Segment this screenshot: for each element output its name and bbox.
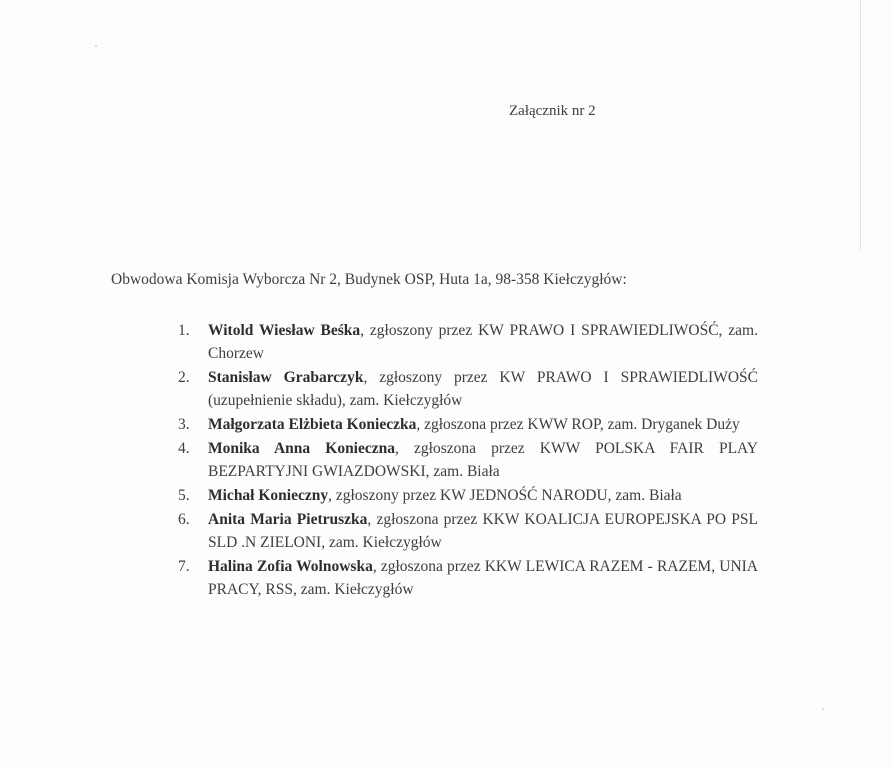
item-number: 5. <box>178 487 190 504</box>
item-text <box>208 555 758 601</box>
item-number: 6. <box>178 511 190 528</box>
member-name: Witold Wiesław Beśka <box>208 322 361 339</box>
member-name: Anita Maria Pietruszka <box>208 511 368 528</box>
member-details: , zgłoszona przez KKW KOALICJA EUROPEJSKA PO PSL SLD .N ZIELONI, zam. Kiełczygłów <box>208 511 758 551</box>
item-number: 2. <box>178 369 190 386</box>
list-item <box>178 555 758 601</box>
list-item <box>178 366 758 412</box>
member-details: , zgłoszony przez KW PRAWO I SPRAWIEDLIWOŚĆ, zam. Chorzew <box>208 322 758 362</box>
scan-speck <box>822 708 824 710</box>
member-name: Monika Anna Konieczna <box>208 440 396 457</box>
members-list <box>178 319 758 602</box>
item-text <box>208 484 758 507</box>
member-name: Michał Konieczny <box>208 487 329 504</box>
scan-speck <box>95 45 97 47</box>
member-name: Małgorzata Elżbieta Konieczka <box>208 416 417 433</box>
commission-header: Obwodowa Komisja Wyborcza Nr 2, Budynek OSP, Huta 1a, 98-358 Kiełczygłów: <box>111 271 627 288</box>
list-item <box>178 484 758 507</box>
member-details: , zgłoszona przez KWW ROP, zam. Dryganek Duży <box>416 416 740 433</box>
item-text <box>208 508 758 554</box>
item-number: 1. <box>178 322 190 339</box>
item-number: 3. <box>178 416 190 433</box>
member-details: , zgłoszony przez KW JEDNOŚĆ NARODU, zam. Biała <box>328 487 682 504</box>
attachment-label: Załącznik nr 2 <box>509 103 596 119</box>
member-details: , zgłoszony przez KW PRAWO I SPRAWIEDLIWOŚĆ (uzupełnienie składu), zam. Kiełczygłów <box>208 369 758 409</box>
scan-edge-line <box>860 0 861 250</box>
item-number: 7. <box>178 558 190 575</box>
member-name: Stanisław Grabarczyk <box>208 369 364 386</box>
list-item <box>178 413 758 436</box>
item-text <box>208 319 758 365</box>
item-number: 4. <box>178 440 190 457</box>
list-item <box>178 508 758 554</box>
member-details: , zgłoszona przez KWW POLSKA FAIR PLAY BEZPARTYJNI GWIAZDOWSKI, zam. Biała <box>208 440 759 480</box>
list-item <box>178 319 758 365</box>
item-text <box>208 413 758 436</box>
member-details: , zgłoszona przez KKW LEWICA RAZEM - RAZEM, UNIA PRACY, RSS, zam. Kiełczygłów <box>208 558 759 598</box>
item-text <box>208 437 758 483</box>
item-text <box>208 366 758 412</box>
list-item <box>178 437 758 483</box>
member-name: Halina Zofia Wolnowska <box>208 558 373 575</box>
